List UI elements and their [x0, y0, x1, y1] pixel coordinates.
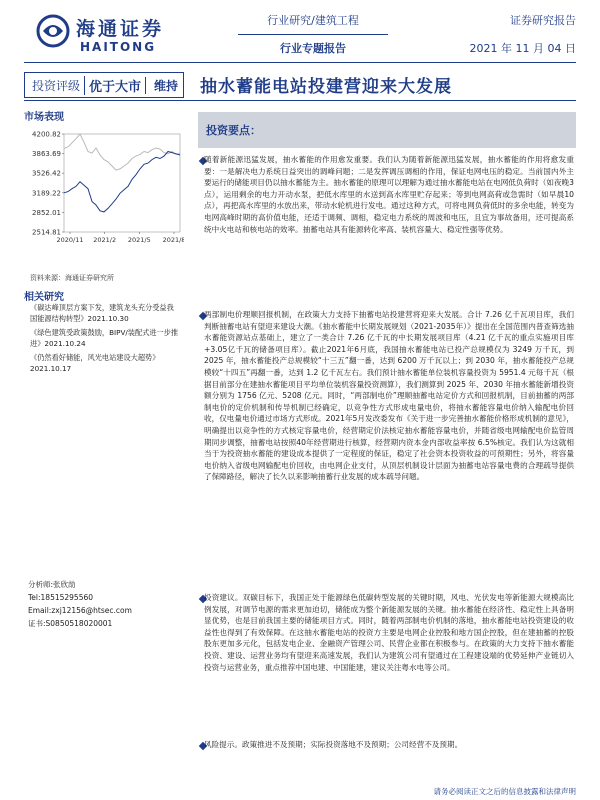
header-rule — [24, 62, 576, 63]
key-points-heading: 投资要点： — [206, 124, 261, 137]
y-tick-label: 3189.22 — [32, 189, 61, 198]
rating-value: 优于大市 — [84, 76, 141, 95]
rating-change: 维持 — [145, 77, 184, 94]
market-line-chart — [24, 128, 184, 248]
logo-chinese-name: 海通证券 — [76, 18, 165, 40]
analyst-name: 分析师:张欣劼 — [28, 580, 76, 589]
report-title: 抽水蓄能电站投建营迎来大发展 — [200, 77, 452, 97]
related-heading: 相关研究 — [24, 292, 64, 303]
x-tick-label: 2020/11 — [56, 236, 84, 244]
related-item[interactable]: 《碳达峰顶层方案下发，建筑龙头充分受益我国能源结构转型》2021.10.30 — [30, 303, 174, 323]
key-point-paragraph-4: 风险提示。政策推进不及预期；实际投资落地不及预期；公司经营不及预期。 — [204, 740, 463, 749]
series-line-2 — [64, 152, 180, 212]
analyst-email[interactable]: Email:zxj12156@htsec.com — [28, 606, 132, 615]
key-point-paragraph-3: 投资建议。双碳目标下，我国正处于能源绿色低碳转型发展的关键时期，风电、光伏发电等新能源大规模高比例发展，对调节电源的需求更加迫切，储能成为整个新能源发展的关键。抽水蓄能在经济性、稳定性上具备明显优势，也是目前我国主要的储能项目方式。同时，随着两部制电价机制的落地，抽水蓄能电站投资建设的收益性也得到了有效保障。在这抽水蓄能电站的投资方主要是电网企业控股和地方国企控股，但在建抽蓄的控股股东更加多元化，包括发电企业、金融资产管理公司、民营企业都在积极参与。在政策的大力支持下抽水蓄能投资、建设、运营业务均有望迎来高速发展，我们认为建筑公司有望通过在工程建设端的优势延伸产业链切入投资与运营业务，重点推荐中国电建、中国能建，建议关注粤水电等公司。 — [204, 593, 574, 672]
logo-english-name: HAITONG — [80, 40, 157, 54]
header-category-block — [238, 12, 388, 56]
title-rule — [24, 100, 576, 101]
header-right-block — [470, 12, 576, 56]
y-tick-label: 2514.81 — [32, 228, 61, 237]
report-label: 证券研究报告 — [510, 14, 576, 27]
key-point-paragraph-2: 两部制电价理顺回报机制，在政策大力支持下抽蓄电站投建营将迎来大发展。合计 7.26 亿千瓦项目库，我们判断抽蓄电站有望迎来建设大潮。《抽水蓄能中长期发展规划（2021-2035年）》提出在全国范围内普查筛选抽水蓄能资源站点基础上，建立了一类合计 7.26 亿千瓦的中长期发展项目库（4.21 亿千瓦的重点实施项目库+3.05亿千瓦的储备项目库）。截止2021年6月底，我国抽水蓄能电站已投产总规模仅为 3249 万千瓦，到 2025 年，抽水蓄能投产总规模较“十三五”翻一番，达到 6200 万千瓦以上；到 2030 年，抽水蓄能投产总规模较“十四五”再翻一番，达到 1.2 亿千瓦左右。我们预计抽水蓄能单位装机容量投资为 5951.4 元每千瓦（根据目前部分在建抽水蓄能项目平均单位装机容量投资测算），我们测算到 2025 年、2030 年抽水蓄能新增投资额分别为 1756 亿元、5208 亿元。同时，“两部制电价”理顺抽蓄电站定价方式和回报机制，目前抽蓄的两部制电价的定价机制和传导机制已经确定，以竞争性方式形成电量电价，将抽水蓄能容量电价纳入输配电价回收，仅电量电价通过市场方式形成。2021年5月发改委发布《关于进一步完善抽水蓄能价格形成机制的意见》，明确提出以竞争性的方式核定容量电价，经营期定价法核定抽水蓄能容量电价，并随省级电网输配电价监管周期同步调整，抽蓄电站按照40年经营期进行核算，经营期内资本金内部收益率按 6.5%核定。我们认为这就相当于为投资抽水蓄能的建设成本提供了一定程度的保证，稳定了社会资本投资收益的可预期性；另外，将容量电价纳入省级电网输配电价回收，由电网企业支付，从顶层机制设计层面为抽蓄电站容量电费的合理疏导提供了保障路径，解决了长久以来影响抽蓄行业发展的成本疏导问题。 — [204, 310, 574, 482]
market-heading: 市场表现 — [24, 112, 64, 123]
investment-rating — [24, 72, 184, 98]
chart-source: 资料来源：海通证券研究所 — [30, 274, 114, 282]
analyst-info — [28, 578, 132, 630]
x-tick-label: 2021/8 — [162, 236, 184, 244]
related-item[interactable]: 《绿色建筑受政策鼓励，BIPV/装配式进一步推进》2021.10.24 — [30, 328, 179, 348]
analyst-cert: 证书:S0850518020001 — [28, 619, 113, 628]
logo-emblem-icon — [36, 14, 70, 48]
footer-disclaimer: 请务必阅读正文之后的信息披露和法律声明 — [433, 787, 576, 796]
header-divider — [238, 34, 388, 35]
x-tick-label: 2021/2 — [93, 236, 117, 244]
y-tick-label: 3526.42 — [32, 169, 61, 178]
company-logo — [36, 10, 186, 60]
related-item[interactable]: 《仍然看好储能，风光电站建设大超势》2021.10.17 — [30, 353, 160, 373]
related-research-list — [30, 302, 180, 377]
market-chart — [24, 128, 184, 248]
key-point-paragraph-1: 随着新能源迅猛发展，抽水蓄能的作用愈发重要。我们认为随着新能源迅猛发展，抽水蓄能的作用将愈发重要：一是解决电力系统日益突出的调峰问题；二是发挥调压调相的作用，保证电网电压的稳定。当前国内外主要运行的储能项目仍以抽水蓄能为主。抽水蓄能的原理可以理解为通过抽水蓄能电站在电网低负荷时（如夜晚3点），运用剩余的电力开动水泵，把低水库里的水送到高水库里贮存起来；等到电网高荷或急需时（如早晨10点），再把高水库里的水放出来，带动水轮机进行发电。通过这种方式，可将电网负荷低时的多余电能，转变为电网高峰时期的高价值电能，还适于调频、调相，稳定电力系统的周波和电压，且宜为事故备用，还可提高系统中火电站和核电站的效率。抽蓄电站具有能源转化率高、装机容量大、稳定性强等优势。 — [204, 155, 574, 234]
x-tick-label: 2021/5 — [127, 236, 151, 244]
y-tick-label: 3863.69 — [32, 150, 61, 159]
series-line-1 — [64, 134, 180, 170]
report-type: 行业专题报告 — [280, 42, 346, 55]
report-header — [0, 0, 600, 62]
y-tick-label: 4200.82 — [32, 130, 61, 139]
report-category: 行业研究/建筑工程 — [267, 14, 359, 27]
rating-label: 投资评级 — [32, 78, 81, 93]
report-date: 2021 年 11 月 04 日 — [469, 42, 576, 55]
y-tick-label: 2852.01 — [32, 208, 61, 217]
analyst-tel: Tel:18515295560 — [28, 593, 94, 602]
